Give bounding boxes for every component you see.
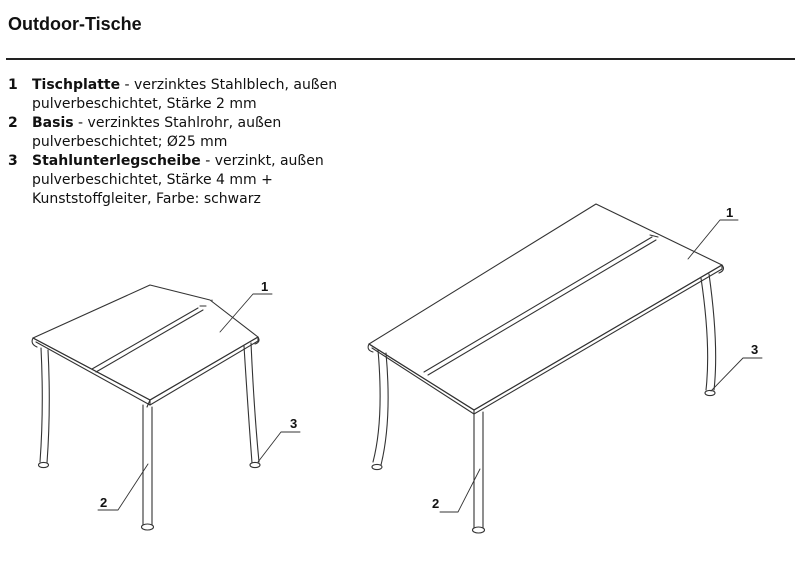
callout-large-washer: 3 bbox=[751, 342, 759, 357]
legend-description: - verzinktes Stahlblech, außen pulverbeschichtet, Stärke 2 mm bbox=[32, 77, 338, 112]
callout-large-tabletop: 1 bbox=[726, 205, 734, 220]
callout-small-tabletop: 1 bbox=[261, 279, 269, 294]
legend-number: 1 bbox=[8, 77, 18, 93]
callout-small-base: 2 bbox=[100, 495, 108, 510]
legend-number: 3 bbox=[8, 153, 18, 169]
large-table-drawing bbox=[368, 204, 762, 533]
page-title: Outdoor-Tische bbox=[8, 14, 142, 34]
legend-term: Basis bbox=[32, 115, 74, 131]
small-tabletop bbox=[32, 285, 259, 407]
legend-term: Stahlunterlegscheibe bbox=[32, 153, 201, 169]
legend-number: 2 bbox=[8, 115, 18, 131]
callout-small-washer: 3 bbox=[290, 416, 298, 431]
callout-large-base: 2 bbox=[432, 496, 440, 511]
large-tabletop bbox=[368, 204, 723, 414]
legend-term: Tischplatte bbox=[32, 77, 121, 93]
legend-description: - verzinkt, außen pulverbeschichtet, Stärke 4 mm + Kunststoffgleiter, Farbe: schwarz bbox=[32, 153, 324, 207]
small-table-drawing bbox=[32, 285, 300, 530]
legend-description: - verzinktes Stahlrohr, außen pulverbeschichtet; Ø25 mm bbox=[32, 115, 282, 150]
